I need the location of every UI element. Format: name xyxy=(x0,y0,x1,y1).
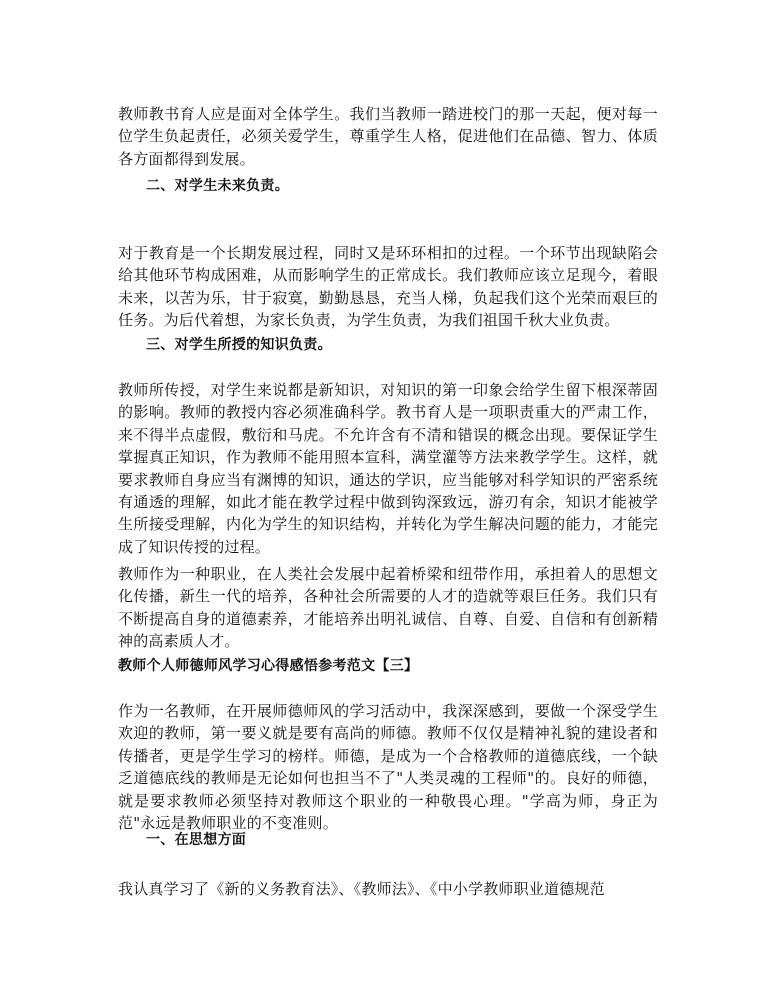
heading-future-responsibility: 二、对学生未来负责。 xyxy=(146,178,289,194)
paragraph-knowledge-transfer: 教师所传授，对学生来说都是新知识，对知识的第一印象会给学生留下根深蒂固的影响。教师的教授内容必须准确科学。教书育人是一项职责重大的严肃工作，来不得半点虚假，敷衍和马虎。不允许含有不清和错误的概念出现。要保证学生掌握真正知识，作为教师不能用照本宣科，满堂灌等方法来教学学生。这样，就要求教师自身应当有渊博的知识，通达的学识，应当能够对科学知识的严密系统有通透的理解，如此才能在教学过程中做到钩深致远，游刃有余，知识才能被学生所接受理解，内化为学生的知识结构，并转化为学生解决问题的能力，才能完成了知识传授的过程。 xyxy=(118,381,658,556)
section-title-essay-three: 教师个人师德师风学习心得感悟参考范文【三】 xyxy=(118,658,419,674)
heading-ideology: 一、在思想方面 xyxy=(146,832,247,848)
paragraph-teach-all-students: 教师教书育人应是面对全体学生。我们当教师一踏进校门的那一天起，便对每一位学生负起责任，必须关爱学生，尊重学生人格，促进他们在品德、智力、体质各方面都得到发展。 xyxy=(118,105,658,168)
paragraph-teacher-profession: 教师作为一种职业，在人类社会发展中起着桥梁和纽带作用，承担着人的思想文化传播，新生一代的培养，各种社会所需要的人才的造就等艰巨任务。我们只有不断提高自身的道德素养，才能培养出明礼诚信、自尊、自爱、自信和有创新精神的高素质人才。 xyxy=(118,565,658,651)
paragraph-teacher-ethics: 作为一名教师，在开展师德师风的学习活动中，我深深感到，要做一个深受学生欢迎的教师，第一要义就是要有高尚的师德。教师不仅仅是精神礼貌的建设者和传播者，更是学生学习的榜样。师德，是成为一个合格教师的道德底线，一个缺乏道德底线的教师是无论如何也担当不了"人类灵魂的工程师"的。良好的师德，就是要求教师必须坚持对教师这个职业的一种敬畏心理。"学高为师，身正为范"永远是教师职业的不变准则。 xyxy=(118,702,658,833)
paragraph-study-laws: 我认真学习了《新的义务教育法》、《教师法》、《中小学教师职业道德规范 xyxy=(118,880,605,898)
paragraph-long-term-education: 对于教育是一个长期发展过程，同时又是环环相扣的过程。一个环节出现缺陷会给其他环节构成困难，从而影响学生的正常成长。我们教师应该立足现今，着眼未来，以苦为乐，甘于寂寞，勤勤恳恳，充当人梯，负起我们这个光荣而艰巨的任务。为后代着想，为家长负责，为学生负责，为我们祖国千秋大业负责。 xyxy=(118,244,658,330)
heading-knowledge-responsibility: 三、对学生所授的知识负责。 xyxy=(146,337,332,353)
